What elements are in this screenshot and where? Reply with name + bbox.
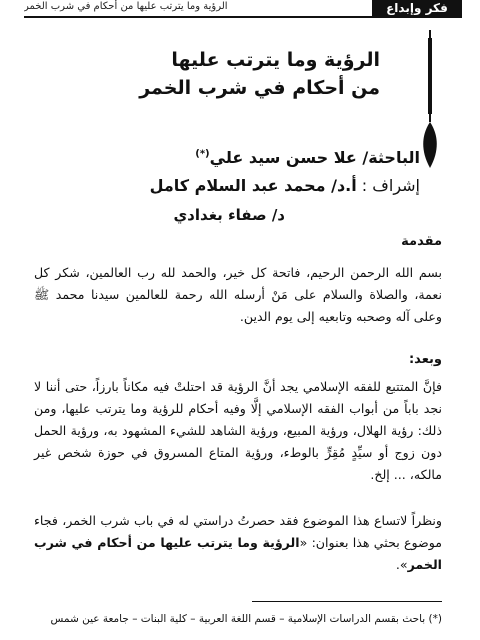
paragraph-2-text: ونظراً لاتساع هذا الموضوع فقد حصرتُ دراستي له في باب شرب الخمر، فجاء موضوع بحثي هذا بعنوان: « bbox=[34, 513, 442, 550]
author-footnote-mark: (*) bbox=[195, 148, 210, 160]
author-line bbox=[195, 148, 420, 167]
supervisor-prefix: إشراف : bbox=[356, 176, 420, 195]
article-title bbox=[80, 46, 380, 102]
then-heading: وبعد: bbox=[408, 352, 442, 367]
running-header bbox=[0, 0, 480, 18]
author-name: الباحثة/ علا حسن سيد علي bbox=[209, 148, 420, 167]
running-title: الرؤية وما يترتب عليها من أحكام في شرب الخمر bbox=[24, 1, 228, 12]
footnote-rule bbox=[252, 601, 442, 602]
body-paragraph-1: فإنَّ المتتبع للفقه الإسلامي يجد أنَّ الرؤية قد احتلتْ فيه مكاناً بارزاً، حتى أننا لا نجد باباً من أبواب الفقه الإسلامي إلَّا وفيه أحكام للرؤية وما يترتب عليها، ومن ذلك: رؤية الهلال، ورؤية المبيع، ورؤية الشاهد للشيء المشهود به، ورؤية الحمل دون زوج أو سيِّدٍ مُقِرٍّ بالوطء، ورؤية المتاع المسروق في حوزة شخص غير مالكه، ... إلخ. bbox=[34, 379, 442, 482]
supervisor-name: أ.د/ محمد عبد السلام كامل bbox=[149, 176, 357, 195]
footnote: (*) باحث بقسم الدراسات الإسلامية – قسم اللغة العربية – كلية البنات – جامعة عين شمس bbox=[50, 613, 442, 625]
title-line-1: الرؤية وما يترتب عليها bbox=[171, 49, 380, 71]
co-supervisor-name: د/ صفاء بغدادي bbox=[173, 206, 285, 224]
section-label: فكر وإبداع bbox=[372, 0, 462, 16]
title-line-2: من أحكام في شرب الخمر bbox=[139, 77, 380, 99]
paragraph-2-title: الرؤية وما يترتب عليها من أحكام في شرب الخمر bbox=[34, 535, 442, 572]
intro-paragraph: بسم الله الرحمن الرحيم، فاتحة كل خير، والحمد لله رب العالمين، شكر كل نعمة، والصلاة والسلام على مَنْ أرسله الله رحمة للعالمين سيدنا محمد ﷺ وعلى آله وصحبه وتابعيه إلى يوم الدين. bbox=[34, 265, 442, 324]
body-paragraph-2 bbox=[34, 510, 442, 576]
pen-icon bbox=[418, 30, 442, 170]
supervisor-line bbox=[150, 176, 420, 195]
paragraph-2-end: ». bbox=[395, 557, 408, 572]
intro-heading: مقدمة bbox=[401, 234, 442, 249]
header-rule bbox=[24, 16, 462, 18]
